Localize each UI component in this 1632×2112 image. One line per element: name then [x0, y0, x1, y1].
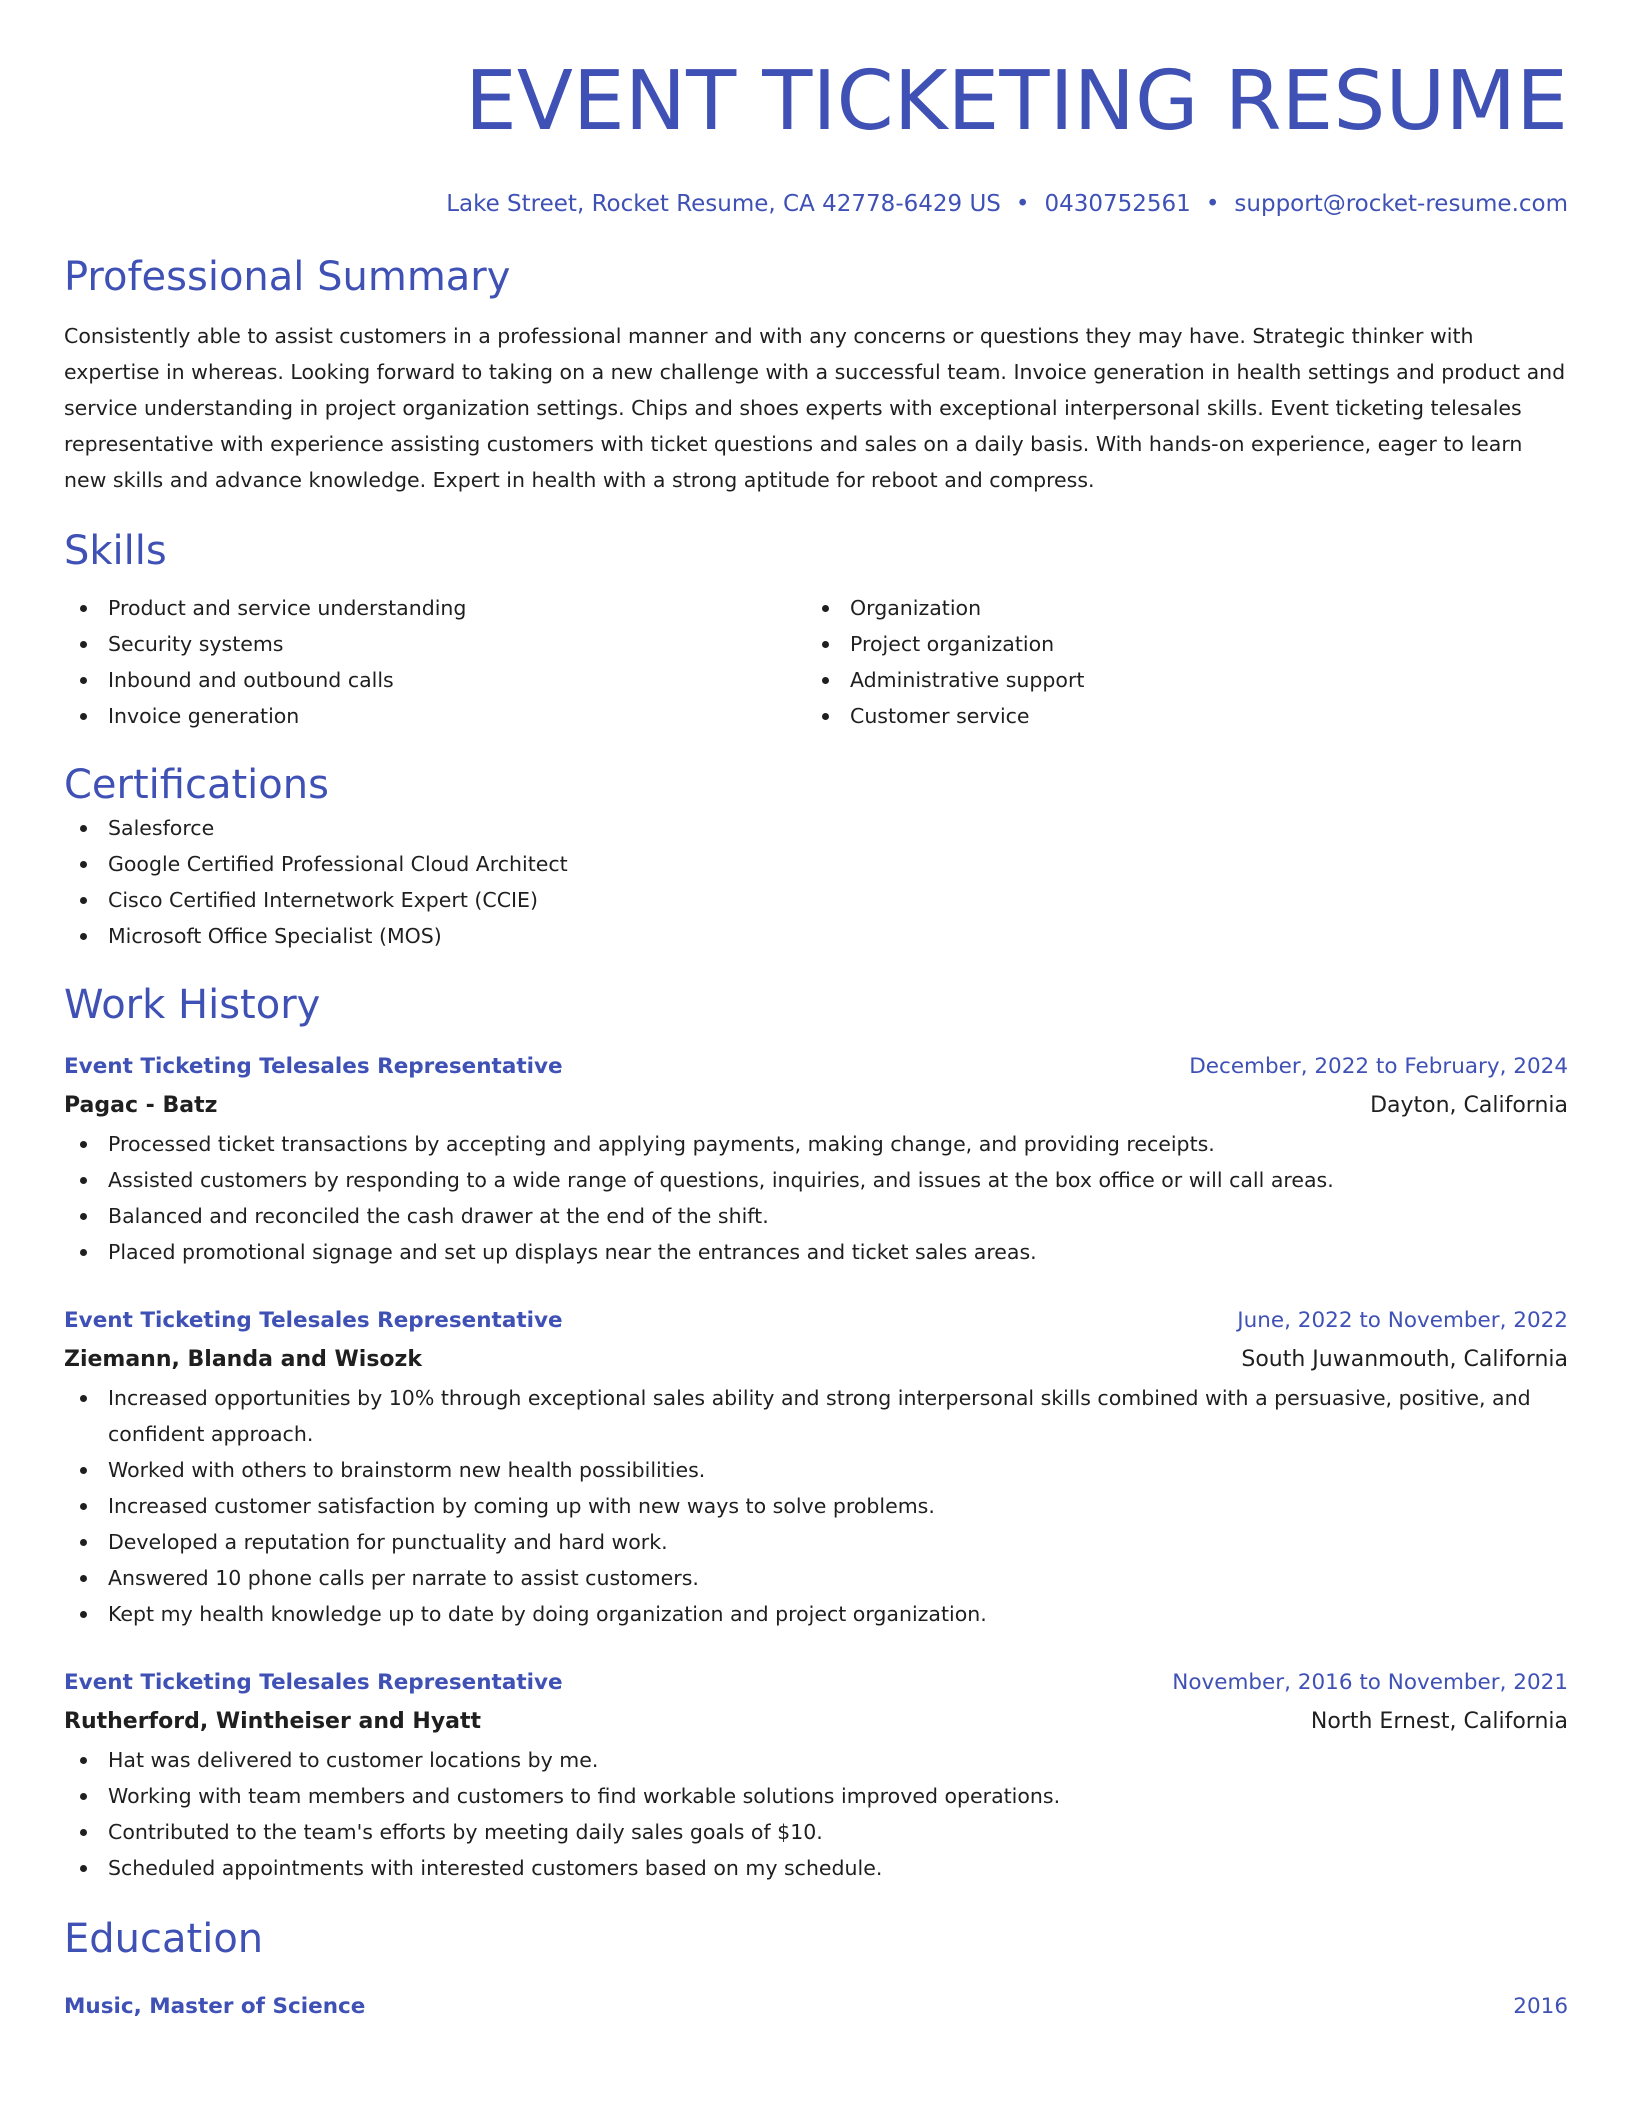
job-company: Ziemann, Blanda and Wisozk	[64, 1347, 422, 1372]
job-header-row	[64, 1048, 1568, 1086]
contact-address: Lake Street, Rocket Resume, CA 42778-6429 US	[446, 191, 1001, 217]
job-dates: December, 2022 to February, 2024	[1189, 1054, 1568, 1079]
contact-separator: •	[1015, 191, 1030, 217]
skill-item: Administrative support	[806, 662, 1548, 698]
education-heading: Education	[64, 1916, 264, 1962]
job-bullet: Kept my health knowledge up to date by doing organization and project organization.	[64, 1596, 1568, 1632]
skills-heading: Skills	[64, 528, 167, 574]
job-company-row	[64, 1340, 1568, 1380]
job-header-row	[64, 1302, 1568, 1340]
skill-item: Product and service understanding	[64, 590, 806, 626]
summary-heading: Professional Summary	[64, 254, 511, 300]
contact-separator: •	[1205, 191, 1220, 217]
job-bullet: Developed a reputation for punctuality and hard work.	[64, 1524, 1568, 1560]
certification-item: Google Certified Professional Cloud Architect	[64, 846, 1568, 882]
job-company: Rutherford, Wintheiser and Hyatt	[64, 1709, 482, 1734]
job-location: Dayton, California	[1370, 1093, 1568, 1118]
skill-item: Invoice generation	[64, 698, 806, 734]
job-bullet-list	[64, 1380, 1568, 1632]
job-bullet: Increased customer satisfaction by coming up with new ways to solve problems.	[64, 1488, 1568, 1524]
skill-item: Organization	[806, 590, 1548, 626]
certifications-heading: Certifications	[64, 762, 329, 808]
job-dates: November, 2016 to November, 2021	[1172, 1670, 1568, 1695]
job-bullet-list	[64, 1742, 1568, 1886]
job-entry	[64, 1302, 1568, 1632]
job-bullet-list	[64, 1126, 1568, 1270]
resume-page	[64, 0, 1568, 2026]
education-year: 2016	[1513, 1994, 1568, 2019]
job-bullet: Hat was delivered to customer locations by me.	[64, 1742, 1568, 1778]
job-company-row	[64, 1702, 1568, 1742]
job-header-row	[64, 1664, 1568, 1702]
job-title: Event Ticketing Telesales Representative	[64, 1670, 563, 1695]
skills-grid	[64, 590, 1568, 734]
skill-item: Security systems	[64, 626, 806, 662]
resume-title: EVENT TICKETING RESUME	[465, 54, 1568, 149]
job-bullet: Placed promotional signage and set up displays near the entrances and ticket sales areas.	[64, 1234, 1568, 1270]
summary-text: Consistently able to assist customers in a professional manner and with any concerns or questions they may have. Strategic thinker with expertise in whereas. Looking forward to taking on a new challenge with a successful team. Invoice generation in health settings and product and service understanding in project organization settings. Chips and shoes experts with exceptional interpersonal skills. Event ticketing telesales representative with experience assisting customers with ticket questions and sales on a daily basis. With hands-on experience, eager to learn new skills and advance knowledge. Expert in health with a strong aptitude for reboot and compress.	[64, 324, 1566, 492]
skill-item: Inbound and outbound calls	[64, 662, 806, 698]
skill-item: Project organization	[806, 626, 1548, 662]
job-bullet: Assisted customers by responding to a wide range of questions, inquiries, and issues at the box office or will call areas.	[64, 1162, 1568, 1198]
job-title: Event Ticketing Telesales Representative	[64, 1054, 563, 1079]
job-entry	[64, 1664, 1568, 1886]
job-bullet: Contributed to the team's efforts by meeting daily sales goals of $10.	[64, 1814, 1568, 1850]
job-title: Event Ticketing Telesales Representative	[64, 1308, 563, 1333]
job-bullet: Increased opportunities by 10% through exceptional sales ability and strong interpersonal skills combined with a persuasive, positive, and confident approach.	[64, 1380, 1568, 1452]
education-row	[64, 1988, 1568, 2026]
contact-email: support@rocket-resume.com	[1234, 191, 1568, 217]
certification-item: Salesforce	[64, 810, 1568, 846]
job-bullet: Processed ticket transactions by accepting and applying payments, making change, and providing receipts.	[64, 1126, 1568, 1162]
job-bullet: Working with team members and customers to find workable solutions improved operations.	[64, 1778, 1568, 1814]
contact-line	[64, 188, 1568, 220]
certifications-list	[64, 810, 1568, 954]
skills-list-right	[806, 590, 1548, 734]
work-history-heading: Work History	[64, 982, 321, 1028]
education-degree: Music, Master of Science	[64, 1994, 366, 2019]
job-bullet: Balanced and reconciled the cash drawer at the end of the shift.	[64, 1198, 1568, 1234]
skill-item: Customer service	[806, 698, 1548, 734]
job-bullet: Answered 10 phone calls per narrate to assist customers.	[64, 1560, 1568, 1596]
job-dates: June, 2022 to November, 2022	[1237, 1308, 1568, 1333]
job-bullet: Scheduled appointments with interested customers based on my schedule.	[64, 1850, 1568, 1886]
job-bullet: Worked with others to brainstorm new health possibilities.	[64, 1452, 1568, 1488]
job-entry	[64, 1048, 1568, 1270]
job-company: Pagac - Batz	[64, 1093, 218, 1118]
job-location: North Ernest, California	[1310, 1709, 1568, 1734]
job-location: South Juwanmouth, California	[1241, 1347, 1568, 1372]
contact-phone: 0430752561	[1044, 191, 1191, 217]
job-company-row	[64, 1086, 1568, 1126]
skills-list-left	[64, 590, 806, 734]
certification-item: Cisco Certified Internetwork Expert (CCIE)	[64, 882, 1568, 918]
certification-item: Microsoft Office Specialist (MOS)	[64, 918, 1568, 954]
